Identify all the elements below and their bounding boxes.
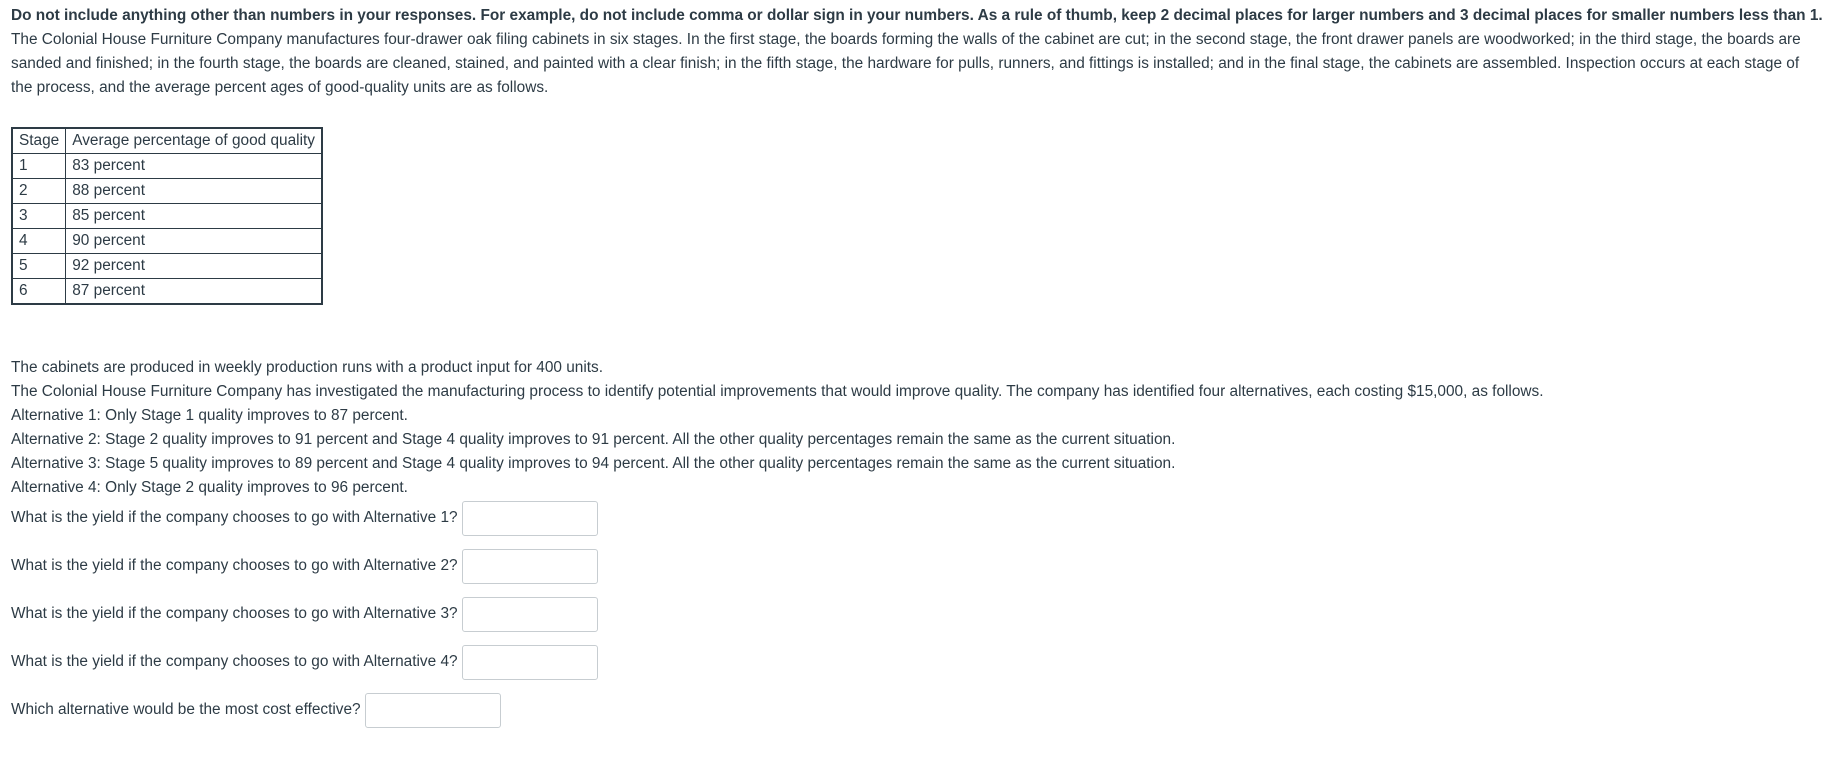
table-cell-stage: 2: [12, 179, 66, 204]
answer-input-alternative-1[interactable]: [462, 501, 598, 536]
answer-input-alternative-2[interactable]: [462, 549, 598, 584]
answer-input-alternative-4[interactable]: [462, 645, 598, 680]
question-label: What is the yield if the company chooses to go with Alternative 4?: [11, 653, 458, 670]
intro-text: The Colonial House Furniture Company manufactures four-drawer oak filing cabinets in six stages. In the first stage, the boards forming the walls of the cabinet are cut; in the second stage, the front drawer panels are woodworked; in the third stage, the boards are sanded and finished; in the fourth stage, the boards are cleaned, stained, and painted with a clear finish; in the fifth stage, the hardware for pulls, runners, and fittings is installed; and in the final stage, the cabinets are assembled. Inspection occurs at each stage of the process, and the average percent ages of good-quality units are as follows.: [11, 31, 1801, 96]
question-label: What is the yield if the company chooses to go with Alternative 3?: [11, 605, 458, 622]
question-alternative-1: [11, 494, 1823, 542]
instructions-text: Do not include anything other than numbers in your responses. For example, do not include comma or dollar sign in your numbers. As a rule of thumb, keep 2 decimal places for larger numbers and 3 decimal places for smaller numbers less than 1.: [11, 7, 1823, 24]
table-row: [12, 254, 322, 279]
section-spacer: [11, 305, 1823, 356]
quality-table: [11, 127, 323, 305]
alternative-1-text: Alternative 1: Only Stage 1 quality improves to 87 percent.: [11, 407, 408, 424]
table-cell-quality: 90 percent: [66, 229, 322, 254]
table-row: [12, 204, 322, 229]
production-text: The cabinets are produced in weekly production runs with a product input for 400 units.: [11, 359, 604, 376]
answer-input-most-cost-effective[interactable]: [365, 693, 501, 728]
table-cell-stage: 3: [12, 204, 66, 229]
table-cell-stage: 4: [12, 229, 66, 254]
question-alternative-4: [11, 638, 1823, 686]
table-header-quality: Average percentage of good quality: [66, 128, 322, 154]
table-row: [12, 229, 322, 254]
question-most-cost-effective: [11, 686, 1823, 734]
question-alternative-3: [11, 590, 1823, 638]
table-cell-quality: 87 percent: [66, 279, 322, 305]
table-cell-stage: 6: [12, 279, 66, 305]
table-row: [12, 279, 322, 305]
table-header-stage: Stage: [12, 128, 66, 154]
question-label: What is the yield if the company chooses to go with Alternative 2?: [11, 557, 458, 574]
question-label: Which alternative would be the most cost effective?: [11, 701, 361, 718]
table-cell-quality: 83 percent: [66, 154, 322, 179]
table-cell-stage: 1: [12, 154, 66, 179]
table-cell-stage: 5: [12, 254, 66, 279]
answer-input-alternative-3[interactable]: [462, 597, 598, 632]
table-cell-quality: 85 percent: [66, 204, 322, 229]
table-row: [12, 154, 322, 179]
table-cell-quality: 92 percent: [66, 254, 322, 279]
table-row: [12, 179, 322, 204]
alternative-4-text: Alternative 4: Only Stage 2 quality improves to 96 percent.: [11, 479, 408, 496]
alternatives-intro-text: The Colonial House Furniture Company has investigated the manufacturing process to identify potential improvements that would improve quality. The company has identified four alternatives, each costing $15,000, as follows.: [11, 383, 1544, 400]
table-cell-quality: 88 percent: [66, 179, 322, 204]
alternative-2-text: Alternative 2: Stage 2 quality improves to 91 percent and Stage 4 quality improves to 91 percent. All the other quality percentages remain the same as the current situation.: [11, 431, 1176, 448]
question-label: What is the yield if the company chooses to go with Alternative 1?: [11, 509, 458, 526]
table-header-row: [12, 128, 322, 154]
question-alternative-2: [11, 542, 1823, 590]
alternative-3-text: Alternative 3: Stage 5 quality improves to 89 percent and Stage 4 quality improves to 94 percent. All the other quality percentages remain the same as the current situation.: [11, 455, 1176, 472]
